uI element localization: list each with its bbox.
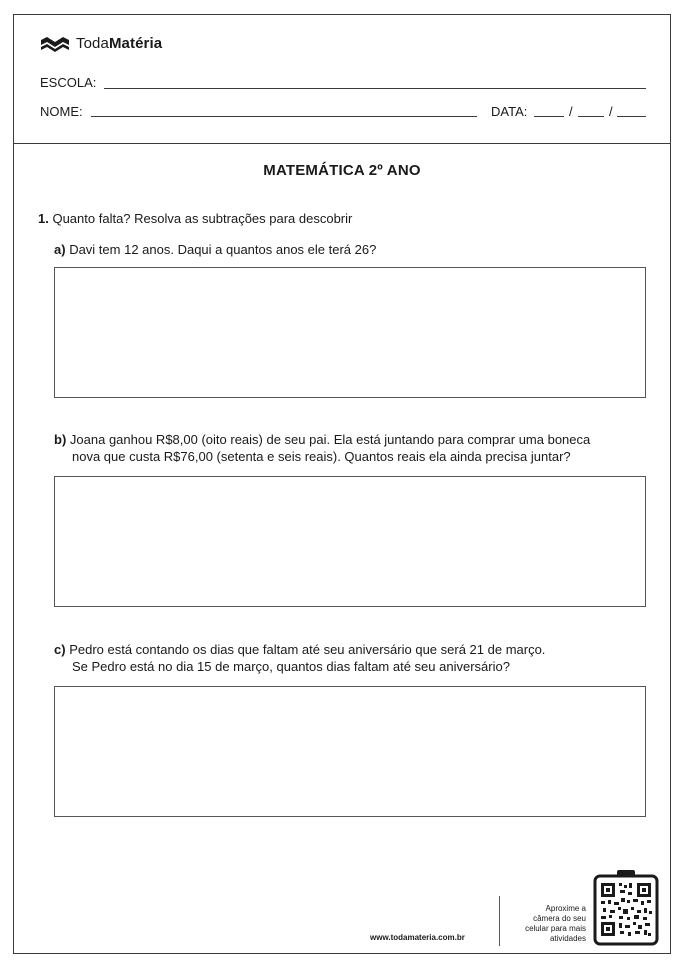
footer-url[interactable]: www.todamateria.com.br	[370, 933, 465, 942]
date-label: DATA:	[491, 104, 528, 119]
school-line[interactable]	[104, 88, 646, 89]
worksheet-title: MATEMÁTICA 2º ANO	[263, 162, 421, 179]
brand-name: TodaMatéria	[76, 35, 163, 52]
answer-box-c[interactable]	[54, 686, 646, 817]
item-letter: c)	[54, 642, 66, 657]
item-c-line-2: Se Pedro está no dia 15 de março, quantos dias faltam até seu aniversário?	[72, 659, 510, 674]
item-text: Pedro está contando os dias que faltam até seu aniversário que será 21 de março.	[69, 642, 546, 657]
qr-code-icon[interactable]	[593, 870, 659, 946]
name-line[interactable]	[91, 116, 477, 117]
question-text: Quanto falta? Resolva as subtrações para descobrir	[52, 211, 353, 226]
qr-note: Aproxime a câmera do seu celular para mais atividades	[525, 904, 586, 943]
brand-icon	[40, 36, 70, 52]
answer-box-a[interactable]	[54, 267, 646, 398]
item-c	[54, 641, 545, 658]
name-label: NOME:	[40, 104, 83, 119]
school-label: ESCOLA:	[40, 75, 97, 90]
date-year-line[interactable]	[617, 116, 646, 117]
item-text: Joana ganhou R$8,00 (oito reais) de seu pai. Ela está juntando para comprar uma boneca	[69, 432, 591, 447]
date-month-line[interactable]	[578, 116, 604, 117]
item-text: Davi tem 12 anos. Daqui a quantos anos ele terá 26?	[69, 242, 377, 257]
date-separator: /	[569, 104, 573, 119]
item-letter: a)	[54, 242, 66, 257]
brand-logo	[40, 35, 162, 52]
item-b-line-2: nova que custa R$76,00 (setenta e seis reais). Quantos reais ela ainda precisa juntar?	[72, 449, 571, 464]
footer-divider	[499, 896, 500, 946]
worksheet-page	[13, 14, 671, 954]
question-number: 1.	[38, 211, 49, 226]
question-1	[38, 210, 352, 227]
item-b	[54, 431, 590, 448]
item-a	[54, 241, 376, 258]
item-letter: b)	[54, 432, 67, 447]
header-divider	[14, 143, 670, 144]
answer-box-b[interactable]	[54, 476, 646, 607]
date-separator: /	[609, 104, 613, 119]
date-day-line[interactable]	[534, 116, 564, 117]
